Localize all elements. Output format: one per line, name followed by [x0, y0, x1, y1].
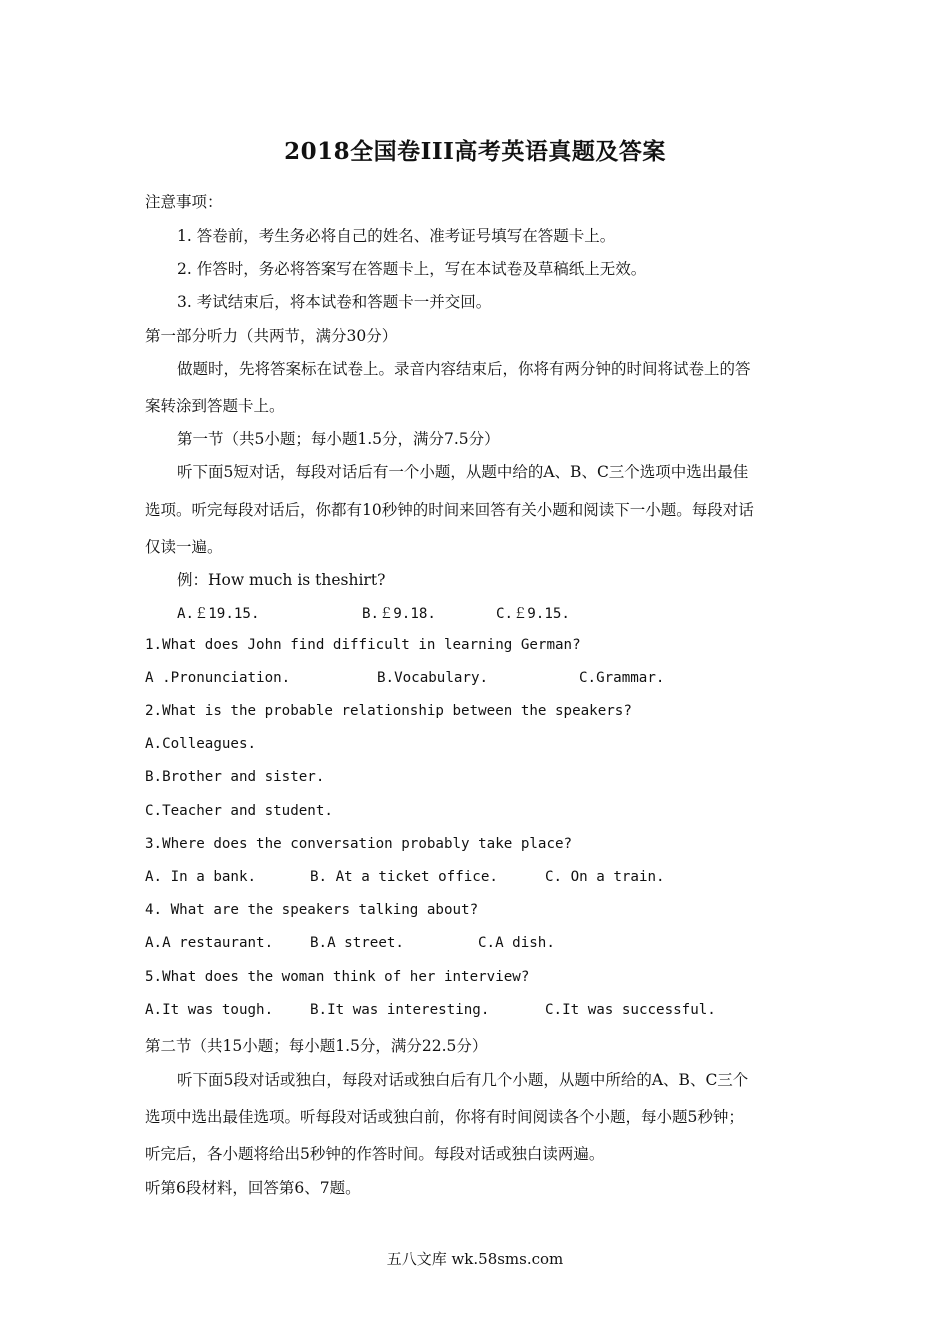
q4-option-a: A.A restaurant.	[145, 935, 274, 951]
section1-instruction-line1: 听下面5短对话，每段对话后有一个小题，从题中给的A、B、C三个选项中选出最佳	[177, 463, 749, 481]
section2-instruction-line2: 选项中选出最佳选项。听每段对话或独白前，你将有时间阅读各个小题，每小题5秒钟；	[145, 1108, 744, 1126]
example-option-c: C.￡9.15.	[496, 606, 570, 622]
page-title: 2018全国卷III高考英语真题及答案	[284, 138, 666, 165]
footer-watermark: 五八文库 wk.58sms.com	[386, 1250, 564, 1268]
question-2: 2.What is the probable relationship between the speakers?	[145, 703, 632, 719]
notice-item-1: 1. 答卷前，考生务必将自己的姓名、准考证号填写在答题卡上。	[177, 227, 616, 245]
part1-instruction-line1: 做题时，先将答案标在试卷上。录音内容结束后，你将有两分钟的时间将试卷上的答	[177, 360, 751, 378]
part1-instruction-line2: 案转涂到答题卡上。	[145, 397, 285, 415]
q1-option-c: C.Grammar.	[579, 670, 665, 686]
section2-heading: 第二节（共15小题；每小题1.5分，满分22.5分）	[145, 1037, 488, 1055]
section1-heading: 第一节（共5小题；每小题1.5分，满分7.5分）	[177, 430, 500, 448]
section2-instruction-line3: 听完后，各小题将给出5秒钟的作答时间。每段对话或独白读两遍。	[145, 1145, 605, 1163]
q5-option-b: B.It was interesting.	[310, 1002, 490, 1018]
q2-option-b: B.Brother and sister.	[145, 769, 325, 785]
q1-option-b: B.Vocabulary.	[377, 670, 489, 686]
example-question: 例：How much is theshirt?	[177, 571, 386, 589]
q3-option-b: B. At a ticket office.	[310, 869, 498, 885]
part1-heading: 第一部分听力（共两节，满分30分）	[145, 327, 398, 345]
q2-option-c: C.Teacher and student.	[145, 803, 333, 819]
q3-option-c: C. On a train.	[545, 869, 665, 885]
section1-instruction-line2: 选项。听完每段对话后，你都有10秒钟的时间来回答有关小题和阅读下一小题。每段对话	[145, 501, 754, 519]
material-6-heading: 听第6段材料，回答第6、7题。	[145, 1179, 361, 1197]
q3-option-a: A. In a bank.	[145, 869, 257, 885]
q5-option-a: A.It was tough.	[145, 1002, 274, 1018]
question-3: 3.Where does the conversation probably take place?	[145, 836, 573, 852]
notice-item-3: 3. 考试结束后，将本试卷和答题卡一并交回。	[177, 293, 492, 311]
q5-option-c: C.It was successful.	[545, 1002, 716, 1018]
q4-option-b: B.A street.	[310, 935, 404, 951]
example-option-a: A.￡19.15.	[177, 606, 260, 622]
example-option-b: B.￡9.18.	[362, 606, 436, 622]
notice-item-2: 2. 作答时，务必将答案写在答题卡上，写在本试卷及草稿纸上无效。	[177, 260, 647, 278]
notice-heading: 注意事项：	[145, 193, 223, 211]
q1-option-a: A .Pronunciation.	[145, 670, 291, 686]
section1-instruction-line3: 仅读一遍。	[145, 538, 223, 556]
q2-option-a: A.Colleagues.	[145, 736, 257, 752]
q4-option-c: C.A dish.	[478, 935, 555, 951]
question-1: 1.What does John find difficult in learning German?	[145, 637, 581, 653]
section2-instruction-line1: 听下面5段对话或独白，每段对话或独白后有几个小题，从题中所给的A、B、C三个	[177, 1071, 749, 1089]
question-4: 4. What are the speakers talking about?	[145, 902, 479, 918]
question-5: 5.What does the woman think of her interview?	[145, 969, 530, 985]
